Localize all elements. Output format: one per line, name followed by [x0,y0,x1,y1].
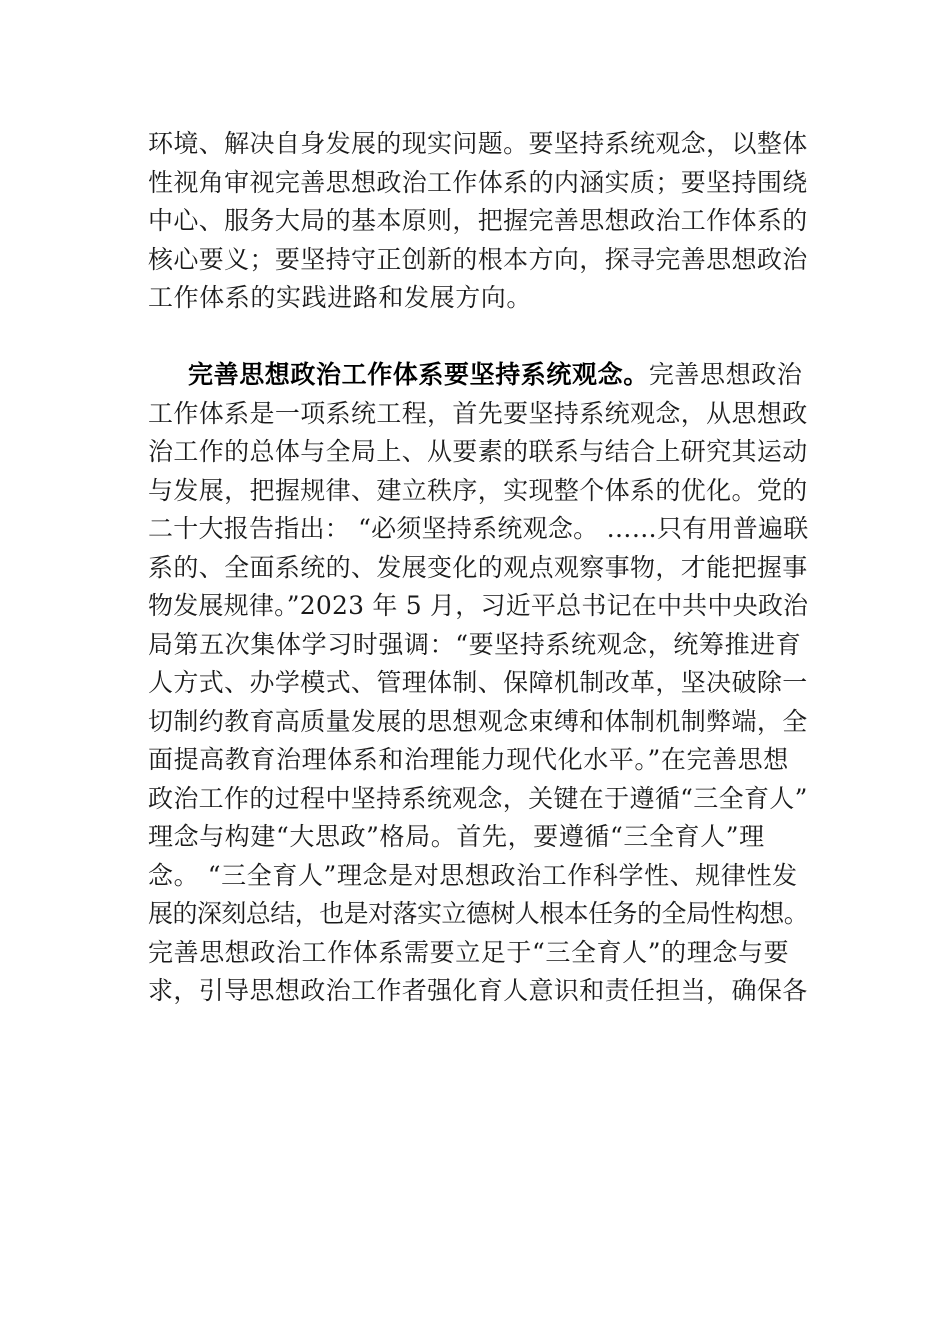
text-line: 中心、服务大局的基本原则，把握完善思想政治工作体系的 [148,206,808,235]
paragraph-first-line [148,356,808,395]
first-line-text: 完善思想政治 [648,360,803,389]
text-line: 人方式、办学模式、管理体制、保障机制改革，坚决破除一 [148,668,808,697]
text-line: 环境、解决自身发展的现实问题。要坚持系统观念，以整体 [148,129,808,158]
text-line: 二十大报告指出： “必须坚持系统观念。 ……只有用普遍联 [148,514,809,543]
text-line: 局第五次集体学习时强调：“要坚持系统观念，统筹推进育 [148,629,802,659]
text-line: 切制约教育高质量发展的思想观念束缚和体制机制弊端，全 [148,706,808,736]
section-heading: 完善思想政治工作体系要坚持系统观念。 [188,360,649,389]
text-line: 系的、全面系统的、发展变化的观点观察事物，才能把握事 [148,552,808,582]
paragraph-2 [148,356,808,1011]
text-line: 工作体系的实践进路和发展方向。 [148,283,533,312]
text-line: 治工作的总体与全局上、从要素的联系与结合上研究其运动 [148,437,808,466]
text-line: 面提高教育治理体系和治理能力现代化水平。”在完善思想 [148,745,789,774]
text-line: 完善思想政治工作体系需要立足于“三全育人”的理念与要 [148,937,790,967]
text-line: 与发展，把握规律、建立秩序，实现整个体系的优化。党的 [148,475,808,505]
text-line: 理念与构建“大思政”格局。首先，要遵循“三全育人”理 [148,822,765,851]
text-line: 念。 “三全育人”理念是对思想政治工作科学性、规律性发 [148,860,798,890]
text-line: 核心要义；要坚持守正创新的根本方向，探寻完善思想政治 [148,244,808,274]
text-line: 性视角审视完善思想政治工作体系的内涵实质；要坚持围绕 [148,167,808,197]
text-line: 物发展规律。”2023 年 5 月，习近平总书记在中共中央政治 [148,591,809,620]
text-line: 求，引导思想政治工作者强化育人意识和责任担当，确保各 [148,976,808,1005]
paragraph-1 [148,125,808,318]
text-line: 工作体系是一项系统工程，首先要坚持系统观念，从思想政 [148,398,808,428]
text-line: 政治工作的过程中坚持系统观念，关键在于遵循“三全育人” [148,783,808,813]
text-line: 展的深刻总结，也是对落实立德树人根本任务的全局性构想。 [148,899,809,928]
